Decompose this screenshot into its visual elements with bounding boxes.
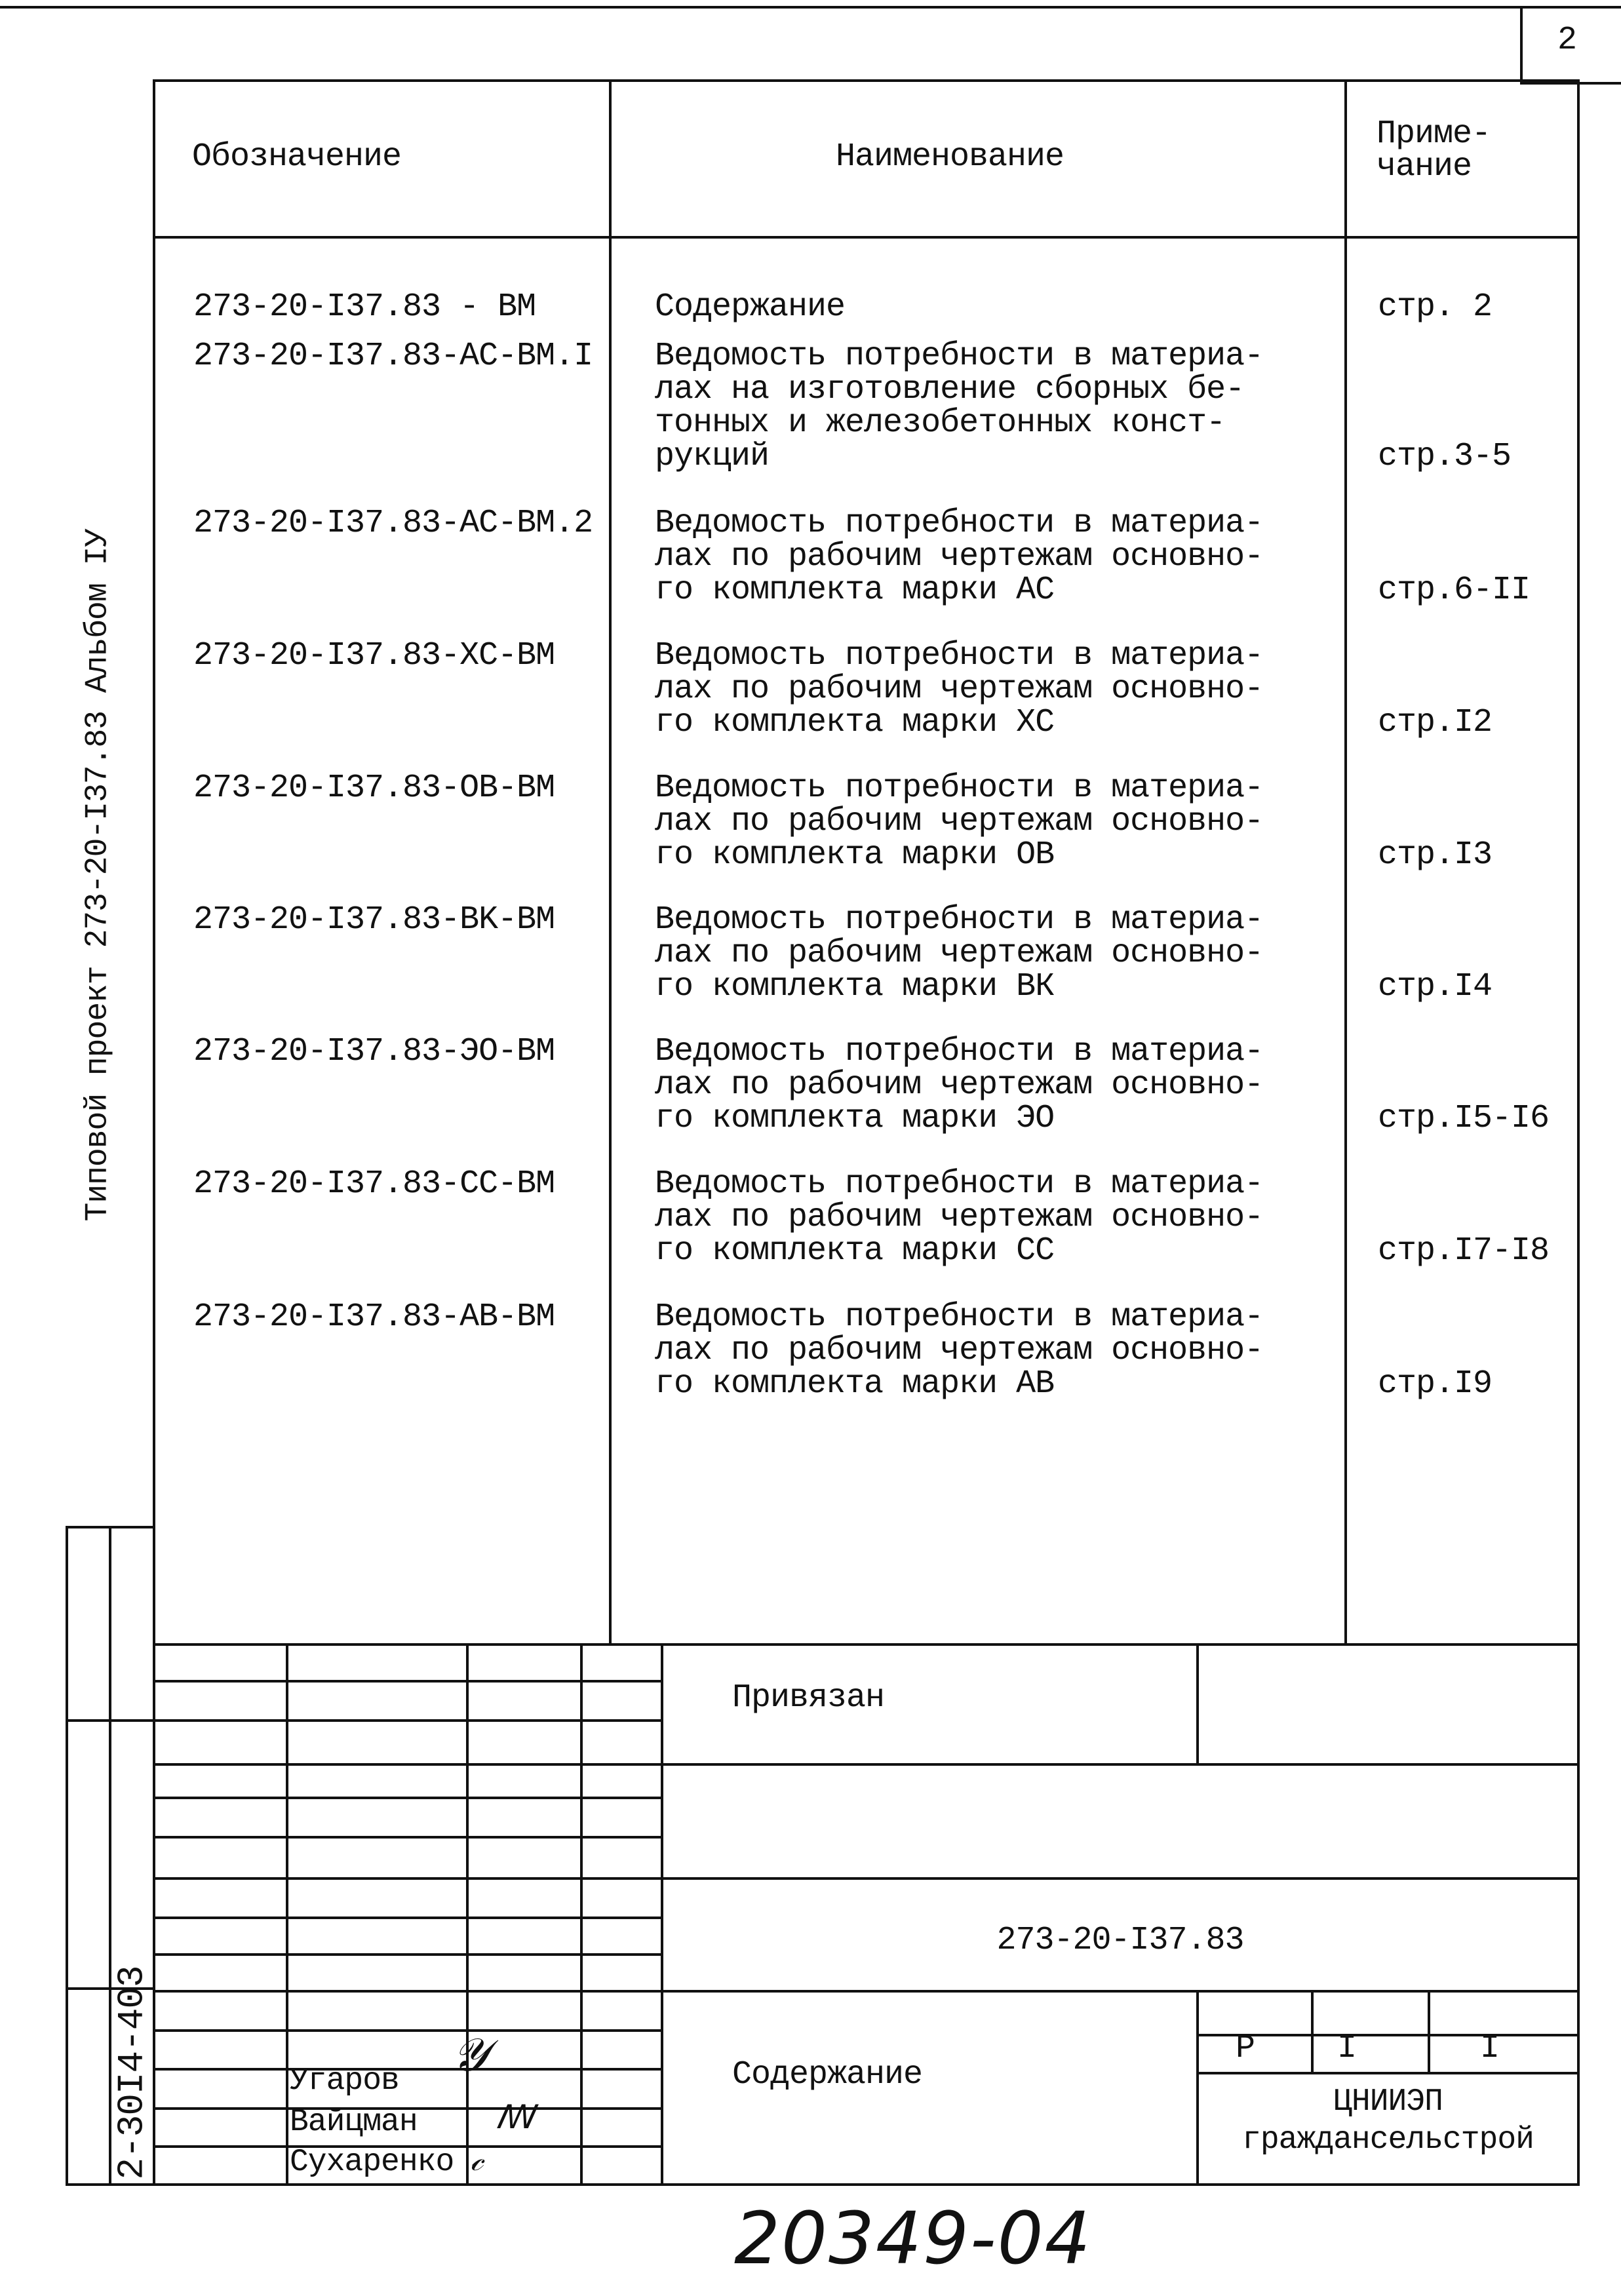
sheet-number-box-bottom — [1520, 82, 1621, 85]
tb-grid-line — [154, 1877, 662, 1880]
tb-grid-line — [154, 1797, 662, 1799]
row-code: 273-20-I37.83-AC-BM.I — [193, 338, 593, 375]
tb-stage-line — [1198, 2034, 1578, 2036]
row-code: 273-20-I37.83-ЭО-BM — [193, 1033, 555, 1070]
table-row — [154, 1300, 1578, 1401]
row-page: стр.6-II — [1378, 572, 1531, 609]
tb-grid-line — [154, 2068, 662, 2071]
table-row — [154, 1167, 1578, 1268]
sheet-title: Содержание — [732, 2056, 923, 2093]
tb-grid-line — [154, 1836, 662, 1839]
signature-icon: 𝒸 — [471, 2141, 483, 2178]
table-row — [154, 639, 1578, 739]
sheet: I — [1337, 2030, 1357, 2067]
tb-col-4 — [661, 1644, 663, 2185]
tb-stage-line — [1198, 2072, 1578, 2074]
row-code: 273-20-I37.83-CC-BM — [193, 1165, 555, 1203]
table-row — [154, 771, 1578, 872]
tb-stage-col — [1428, 1991, 1430, 2073]
tb-right-line — [662, 1990, 1578, 1993]
row-page: стр.I5-I6 — [1378, 1100, 1550, 1137]
row-page: стр.I3 — [1378, 836, 1493, 874]
person-vaitsman: Вайцман — [290, 2105, 418, 2140]
header-note: Приме- чание — [1377, 115, 1491, 185]
header-divider — [154, 236, 1578, 239]
table-row — [154, 507, 1578, 607]
organization-line1: ЦНИИЭП — [1333, 2084, 1443, 2120]
tb-right-divider-top — [1196, 1644, 1199, 1764]
row-description: Ведомость потребности в материа- лах по рабочим чертежам основно- го комплекта марки АС — [655, 505, 1264, 609]
signature-icon: 𝒴 — [452, 2028, 488, 2082]
tb-col-3 — [580, 1644, 583, 2185]
row-page: стр.I2 — [1378, 704, 1493, 741]
table-row — [154, 340, 1578, 473]
tb-right-line — [662, 1877, 1578, 1880]
row-page: стр. 2 — [1378, 288, 1493, 326]
table-row — [154, 903, 1578, 1003]
handwritten-number: 20349-04 — [734, 2196, 1092, 2280]
inventory-number: 2-30I4-403 — [111, 1966, 153, 2180]
header-name: Наименование — [836, 138, 1064, 176]
row-description: Ведомость потребности в материа- лах по рабочим чертежам основно- го комплекта марки ОВ — [655, 769, 1264, 874]
row-page: стр.I7-I8 — [1378, 1232, 1550, 1270]
organization-line2: гражданcельстрой — [1242, 2122, 1534, 2158]
frame-top — [154, 79, 1578, 82]
person-sukharenko: Сухаренко — [290, 2145, 454, 2180]
row-description: Ведомость потребности в материа- лах по рабочим чертежам основно- го комплекта марки ЭО — [655, 1033, 1264, 1137]
row-description: Ведомость потребности в материа- лах по рабочим чертежам основно- го комплекта марки АВ — [655, 1298, 1264, 1403]
table-bottom — [154, 1643, 1578, 1646]
tb-grid-line — [154, 1680, 662, 1683]
row-description: Ведомость потребности в материа- лах по рабочим чертежам основно- го комплекта марки ХС — [655, 637, 1264, 741]
tb-grid-line — [154, 1953, 662, 1956]
row-code: 273-20-I37.83-OB-BM — [193, 769, 555, 807]
table-row — [154, 1035, 1578, 1135]
tb-grid-line — [154, 1763, 662, 1766]
row-page: стр.3-5 — [1378, 438, 1512, 475]
tb-right-line — [662, 1763, 1578, 1766]
margin-strip-mid — [66, 1719, 154, 1722]
sheet-number: 2 — [1557, 22, 1577, 59]
tb-grid-line — [154, 1917, 662, 1919]
sheets-total: I — [1480, 2030, 1500, 2067]
row-page: стр.I4 — [1378, 968, 1493, 1005]
tb-stage-col — [1311, 1991, 1314, 2073]
margin-strip-top — [66, 1526, 154, 1528]
side-album-label: Типовой проект 273-20-I37.83 Альбом IУ — [80, 528, 116, 1222]
margin-strip-left — [66, 1527, 68, 2185]
signature-icon: ꟿ — [498, 2098, 537, 2136]
row-code: 273-20-I37.83-BK-BM — [193, 901, 555, 939]
row-page: стр.I9 — [1378, 1365, 1493, 1403]
row-code: 273-20-I37.83-AB-BM — [193, 1298, 555, 1336]
tb-grid-line — [154, 2029, 662, 2032]
header-designation: Обозначение — [192, 138, 402, 176]
top-border — [0, 6, 1621, 9]
row-code: 273-20-I37.83-XC-BM — [193, 637, 555, 674]
tb-col-2 — [466, 1644, 469, 2185]
frame-bottom — [66, 2183, 1580, 2186]
tb-grid-line — [154, 1990, 662, 1993]
row-description: Ведомость потребности в материа- лах по рабочим чертежам основно- го комплекта марки СС — [655, 1165, 1264, 1270]
tb-col-1 — [286, 1644, 288, 2185]
attached-label: Привязан — [732, 1679, 885, 1717]
tb-grid-line — [154, 1719, 662, 1722]
sheet-number-box-left — [1520, 6, 1523, 83]
row-description: Ведомость потребности в материа- лах на изготовление сборных бе- тонных и железобетонных конст- рукций — [655, 338, 1264, 475]
row-code: 273-20-I37.83 - BM — [193, 288, 536, 326]
project-code: 273-20-I37.83 — [996, 1922, 1244, 1959]
stage: Р — [1236, 2030, 1255, 2067]
row-description: Содержание — [655, 288, 846, 326]
table-row — [154, 290, 1578, 324]
person-ugarov: Угаров — [290, 2063, 399, 2099]
row-description: Ведомость потребности в материа- лах по рабочим чертежам основно- го комплекта марки ВК — [655, 901, 1264, 1005]
row-code: 273-20-I37.83-AC-BM.2 — [193, 505, 593, 542]
